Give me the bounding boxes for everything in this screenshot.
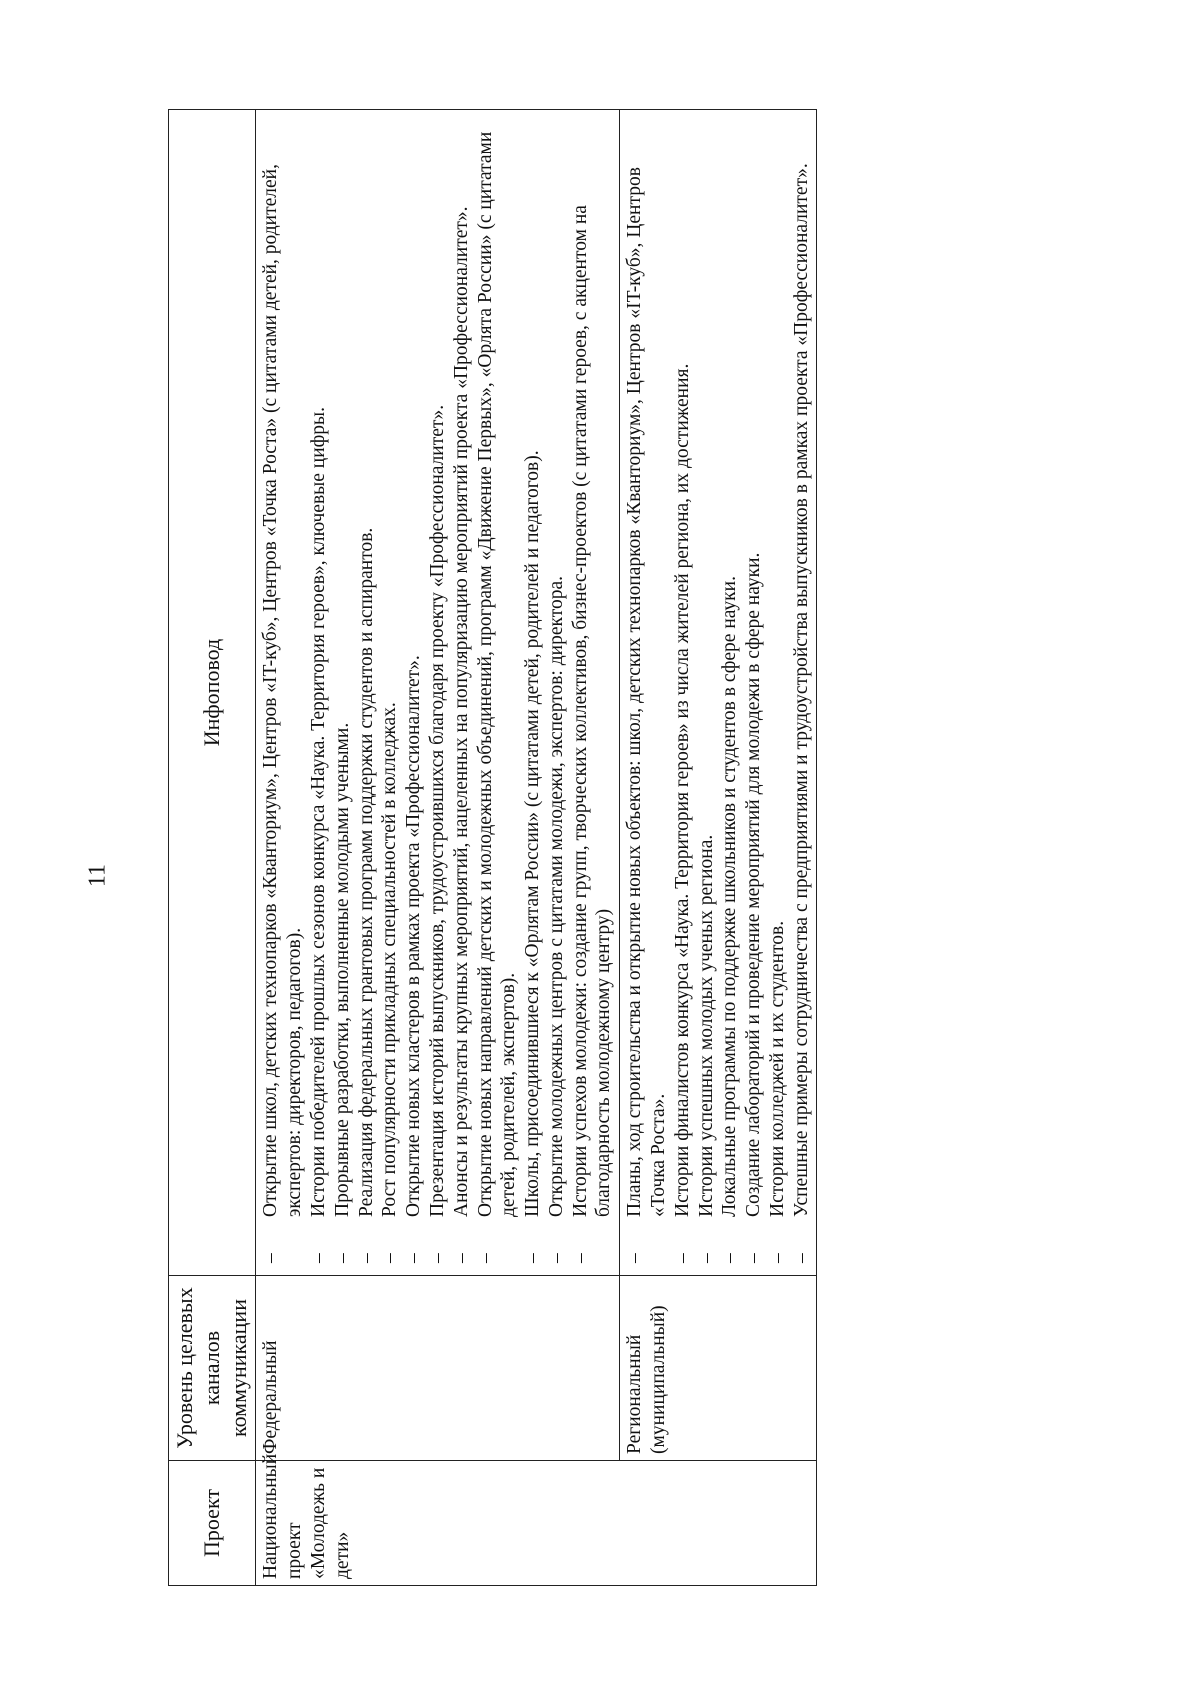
project-name-cell: Национальный проект «Молодежь и дети» bbox=[256, 1461, 817, 1586]
list-item: – Истории успехов молодежи: создание групп, творческих коллективов, бизнес-проектов (с цитатами героев, с акцентом на благодарность молодежному центру) bbox=[569, 116, 617, 1269]
list-item: – Планы, ход строительства и открытие новых объектов: школ, детских технопарков «Кванториум», Центров «IT-куб», Центров «Точка Роста». bbox=[623, 116, 671, 1269]
list-item: – Создание лабораторий и проведение мероприятий для молодежи в сфере науки. bbox=[742, 116, 766, 1269]
regional-items-cell bbox=[620, 110, 817, 1276]
list-item: – Открытие школ, детских технопарков «Кванториум», Центров «IT-куб», Центров «Точка Роста» (с цитатами детей, родителей, экспертов: директоров, педагогов). bbox=[259, 116, 307, 1269]
list-item: – Истории финалистов конкурса «Наука. Территория героев» из числа жителей региона, их достижения. bbox=[671, 116, 695, 1269]
table-row-federal bbox=[256, 110, 620, 1586]
list-item: – Презентация историй выпускников, трудоустроившихся благодаря проекту «Профессионалитет». bbox=[426, 116, 450, 1269]
list-item: – Открытие новых направлений детских и молодежных объединений, программ «Движение Первых», «Орлята России» (с цитатами детей, родителей, экспертов). bbox=[474, 116, 522, 1269]
table-header-row bbox=[169, 110, 256, 1586]
regional-items-list bbox=[623, 116, 813, 1269]
list-item: – Анонсы и результаты крупных мероприятий, нацеленных на популяризацию мероприятий проекта «Профессионалитет». bbox=[450, 116, 474, 1269]
infopovod-table bbox=[168, 109, 817, 1586]
table-row-regional bbox=[620, 110, 817, 1586]
page-number: 11 bbox=[84, 863, 111, 888]
list-item: – Открытие молодежных центров с цитатами молодежи, экспертов: директора. bbox=[545, 116, 569, 1269]
header-level: Уровень целевых каналов коммуникации bbox=[169, 1276, 256, 1461]
level-federal: Федеральный bbox=[256, 1276, 620, 1461]
level-regional: Региональный (муниципальный) bbox=[620, 1276, 817, 1461]
list-item: – Успешные примеры сотрудничества с предприятиями и трудоустройства выпускников в рамках проекта «Профессионалитет». bbox=[790, 116, 814, 1269]
list-item: – Открытие новых кластеров в рамках проекта «Профессионалитет». bbox=[402, 116, 426, 1269]
list-item: – Реализация федеральных грантовых программ поддержки студентов и аспирантов. bbox=[355, 116, 379, 1269]
list-item: – Прорывные разработки, выполненные молодыми учеными. bbox=[331, 116, 355, 1269]
list-item: – Истории успешных молодых ученых региона. bbox=[695, 116, 719, 1269]
federal-items-cell bbox=[256, 110, 620, 1276]
header-infopovod: Инфоповод bbox=[169, 110, 256, 1276]
header-project: Проект bbox=[169, 1461, 256, 1586]
list-item: – Истории победителей прошлых сезонов конкурса «Наука. Территория героев», ключевые цифры. bbox=[307, 116, 331, 1269]
list-item: – Истории колледжей и их студентов. bbox=[766, 116, 790, 1269]
list-item: – Локальные программы по поддержке школьников и студентов в сфере науки. bbox=[718, 116, 742, 1269]
rotated-table-container bbox=[168, 110, 812, 1586]
list-item: – Школы, присоединившиеся к «Орлятам России» (с цитатами детей, родителей и педагогов). bbox=[521, 116, 545, 1269]
federal-items-list bbox=[259, 116, 616, 1269]
list-item: – Рост популярности прикладных специальностей в колледжах. bbox=[378, 116, 402, 1269]
